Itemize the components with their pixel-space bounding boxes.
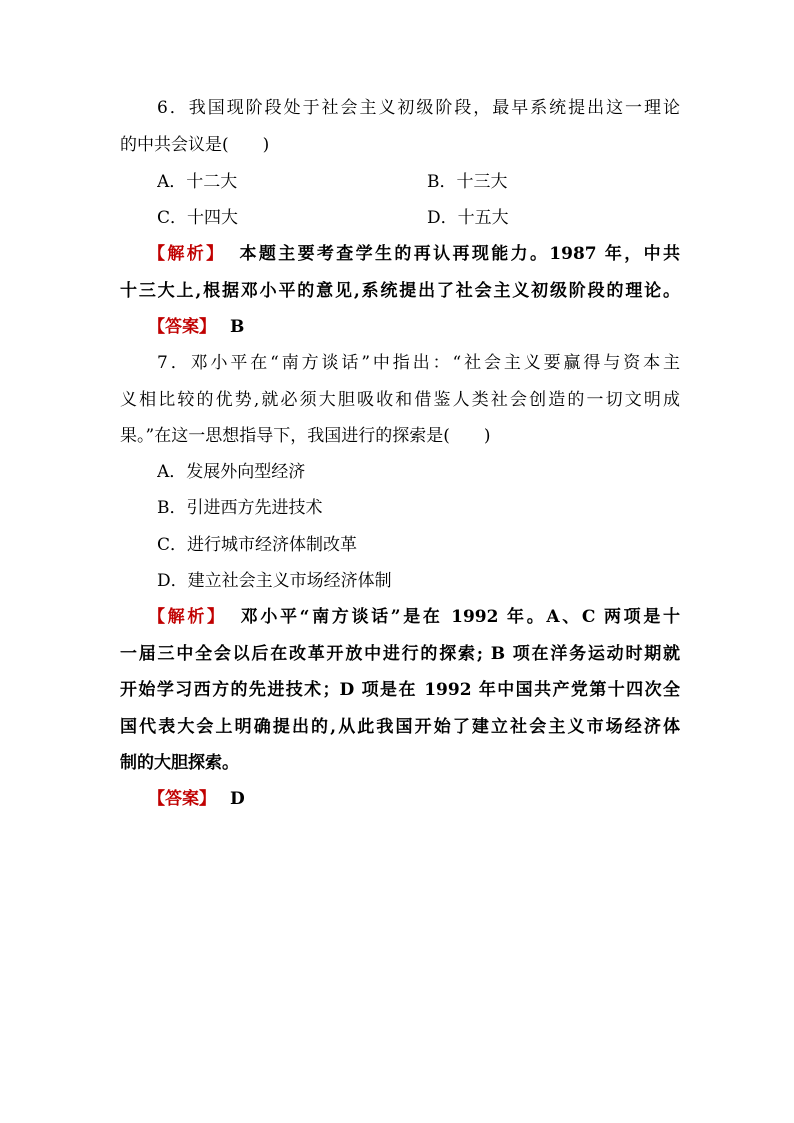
q6-stem-line-1: 6．我国现阶段处于社会主义初级阶段，最早系统提出这一理论: [157, 98, 680, 118]
q6-options-row-1: [157, 170, 680, 194]
q6-option-c: C．十四大: [157, 208, 239, 228]
q6-analysis-tag: 【解析】: [148, 244, 226, 264]
q7-analysis-line-2: 一届三中全会以后在改革开放中进行的探索; B 项在洋务运动时期就: [120, 644, 680, 664]
q7-analysis-line-3: 开始学习西方的先进技术；D 项是在 1992 年中国共产党第十四次全: [120, 680, 680, 700]
q7-stem-line-3: 果。”在这一思想指导下，我国进行的探索是( ): [120, 426, 491, 446]
q6-option-b: B．十三大: [427, 172, 508, 192]
q6-analysis-text-1: 本题主要考查学生的再认再现能力。1987 年，中共: [239, 244, 680, 264]
q7-answer-value: D: [230, 789, 245, 809]
q6-analysis-line-1: [148, 242, 680, 266]
q7-analysis-text-1: 邓小平“南方谈话”是在 1992 年。A、C 两项是十: [240, 607, 680, 627]
q6-option-d: D．十五大: [427, 208, 509, 228]
q6-answer-line: [148, 315, 671, 339]
q7-answer-tag: 【答案】: [148, 789, 216, 809]
q6-options-row-2: [157, 206, 680, 230]
q7-answer-line: [148, 787, 671, 811]
q7-analysis-line-4: 国代表大会上明确提出的,从此我国开始了建立社会主义市场经济体: [120, 717, 680, 737]
q7-stem-line-1: 7．邓小平在“南方谈话”中指出：“社会主义要赢得与资本主: [157, 353, 680, 373]
q7-option-b: B．引进西方先进技术: [157, 498, 323, 518]
q6-stem-line-2: 的中共会议是( ): [120, 135, 270, 155]
q7-stem-line-2: 义相比较的优势,就必须大胆吸收和借鉴人类社会创造的一切文明成: [120, 390, 680, 410]
q6-option-a: A．十二大: [157, 172, 238, 192]
q6-analysis-line-2: 十三大上,根据邓小平的意见,系统提出了社会主义初级阶段的理论。: [120, 281, 680, 301]
q7-option-d: D．建立社会主义市场经济体制: [157, 571, 392, 591]
q7-analysis-line-1: [148, 605, 680, 629]
q7-analysis-tag: 【解析】: [148, 607, 227, 627]
q7-analysis-line-5: 制的大胆探索。: [120, 753, 239, 773]
q6-answer-value: B: [230, 317, 245, 337]
q6-answer-tag: 【答案】: [148, 317, 216, 337]
q7-option-c: C．进行城市经济体制改革: [157, 535, 358, 555]
q7-option-a: A．发展外向型经济: [157, 462, 306, 482]
